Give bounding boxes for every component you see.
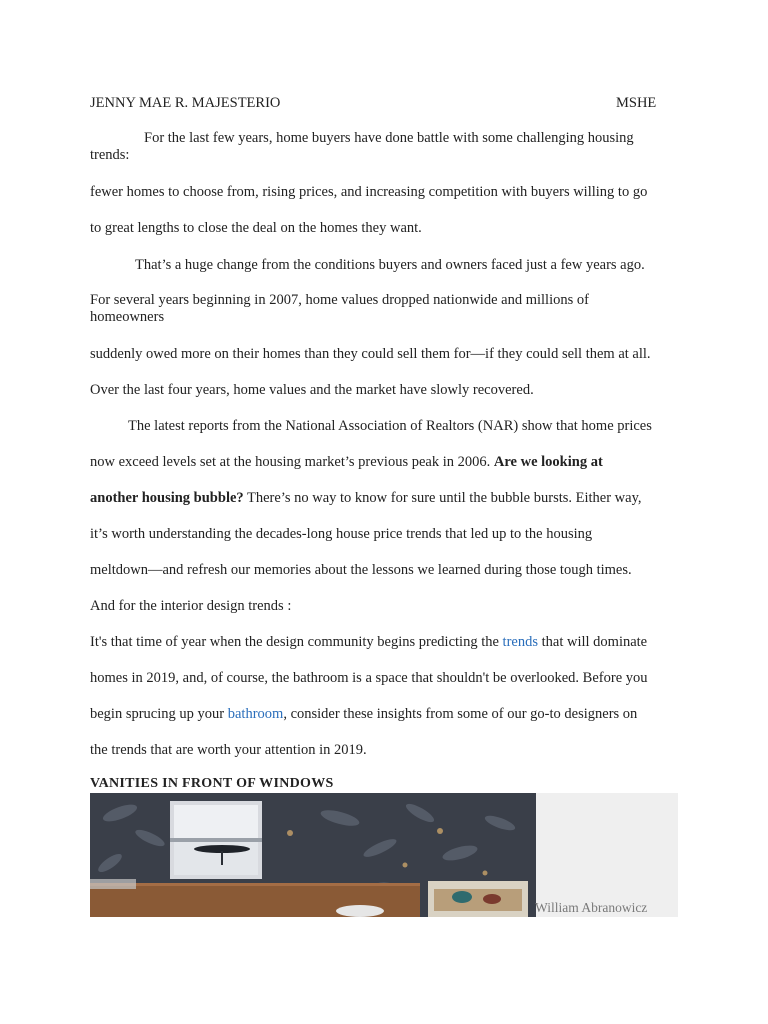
paragraph-1-line-1: For the last few years, home buyers have done battle with some challenging housing trends:: [90, 130, 634, 163]
bold-question-part-2: another housing bubble?: [90, 490, 244, 506]
paragraph-3-line-2: now exceed levels set at the housing market’s previous peak in 2006. Are we looking at: [90, 454, 603, 470]
paragraph-3-line-4: it’s worth understanding the decades-long house price trends that led up to the housing: [90, 526, 593, 542]
paragraph-2-line-3: suddenly owed more on their homes than they could sell them for—if they could sell them at all.: [90, 346, 651, 362]
course-code: MSHE: [616, 95, 657, 111]
section-heading: VANITIES IN FRONT OF WINDOWS: [90, 776, 334, 791]
paragraph-2-line-2: For several years beginning in 2007, home values dropped nationwide and millions of homeowners: [90, 292, 589, 325]
paragraph-3-line-3: another housing bubble? There’s no way to know for sure until the bubble bursts. Either way,: [90, 490, 642, 506]
paragraph-3-line-1: The latest reports from the National Association of Realtors (NAR) show that home prices: [128, 418, 652, 434]
paragraph-5-line-3: begin sprucing up your bathroom, consider these insights from some of our go-to designers on: [90, 706, 638, 722]
author-name: JENNY MAE R. MAJESTERIO: [90, 95, 281, 111]
paragraph-1-line-2: fewer homes to choose from, rising prices, and increasing competition with buyers willing to go: [90, 184, 648, 200]
figure-frame: [90, 793, 678, 917]
paragraph-5-line-2: homes in 2019, and, of course, the bathroom is a space that shouldn't be overlooked. Before you: [90, 670, 648, 686]
bathroom-vanity-photo: [90, 793, 536, 917]
header-line: [90, 95, 680, 112]
paragraph-1-line-3: to great lengths to close the deal on the homes they want.: [90, 220, 422, 236]
trends-link[interactable]: trends: [502, 634, 538, 650]
paragraph-5-line-1: It's that time of year when the design community begins predicting the trends that will dominate: [90, 634, 648, 650]
paragraph-3-line-5: meltdown—and refresh our memories about the lessons we learned during those tough times.: [90, 562, 632, 578]
paragraph-4-line-1: And for the interior design trends :: [90, 598, 292, 614]
paragraph-2-line-1: That’s a huge change from the conditions buyers and owners faced just a few years ago.: [135, 257, 645, 273]
bathroom-link[interactable]: bathroom: [227, 706, 284, 722]
bold-question-part-1: Are we looking at: [493, 454, 603, 470]
photo-credit: William Abranowicz: [535, 900, 648, 915]
paragraph-5-line-4: the trends that are worth your attention in 2019.: [90, 742, 367, 758]
paragraph-2-line-4: Over the last four years, home values and the market have slowly recovered.: [90, 382, 534, 398]
